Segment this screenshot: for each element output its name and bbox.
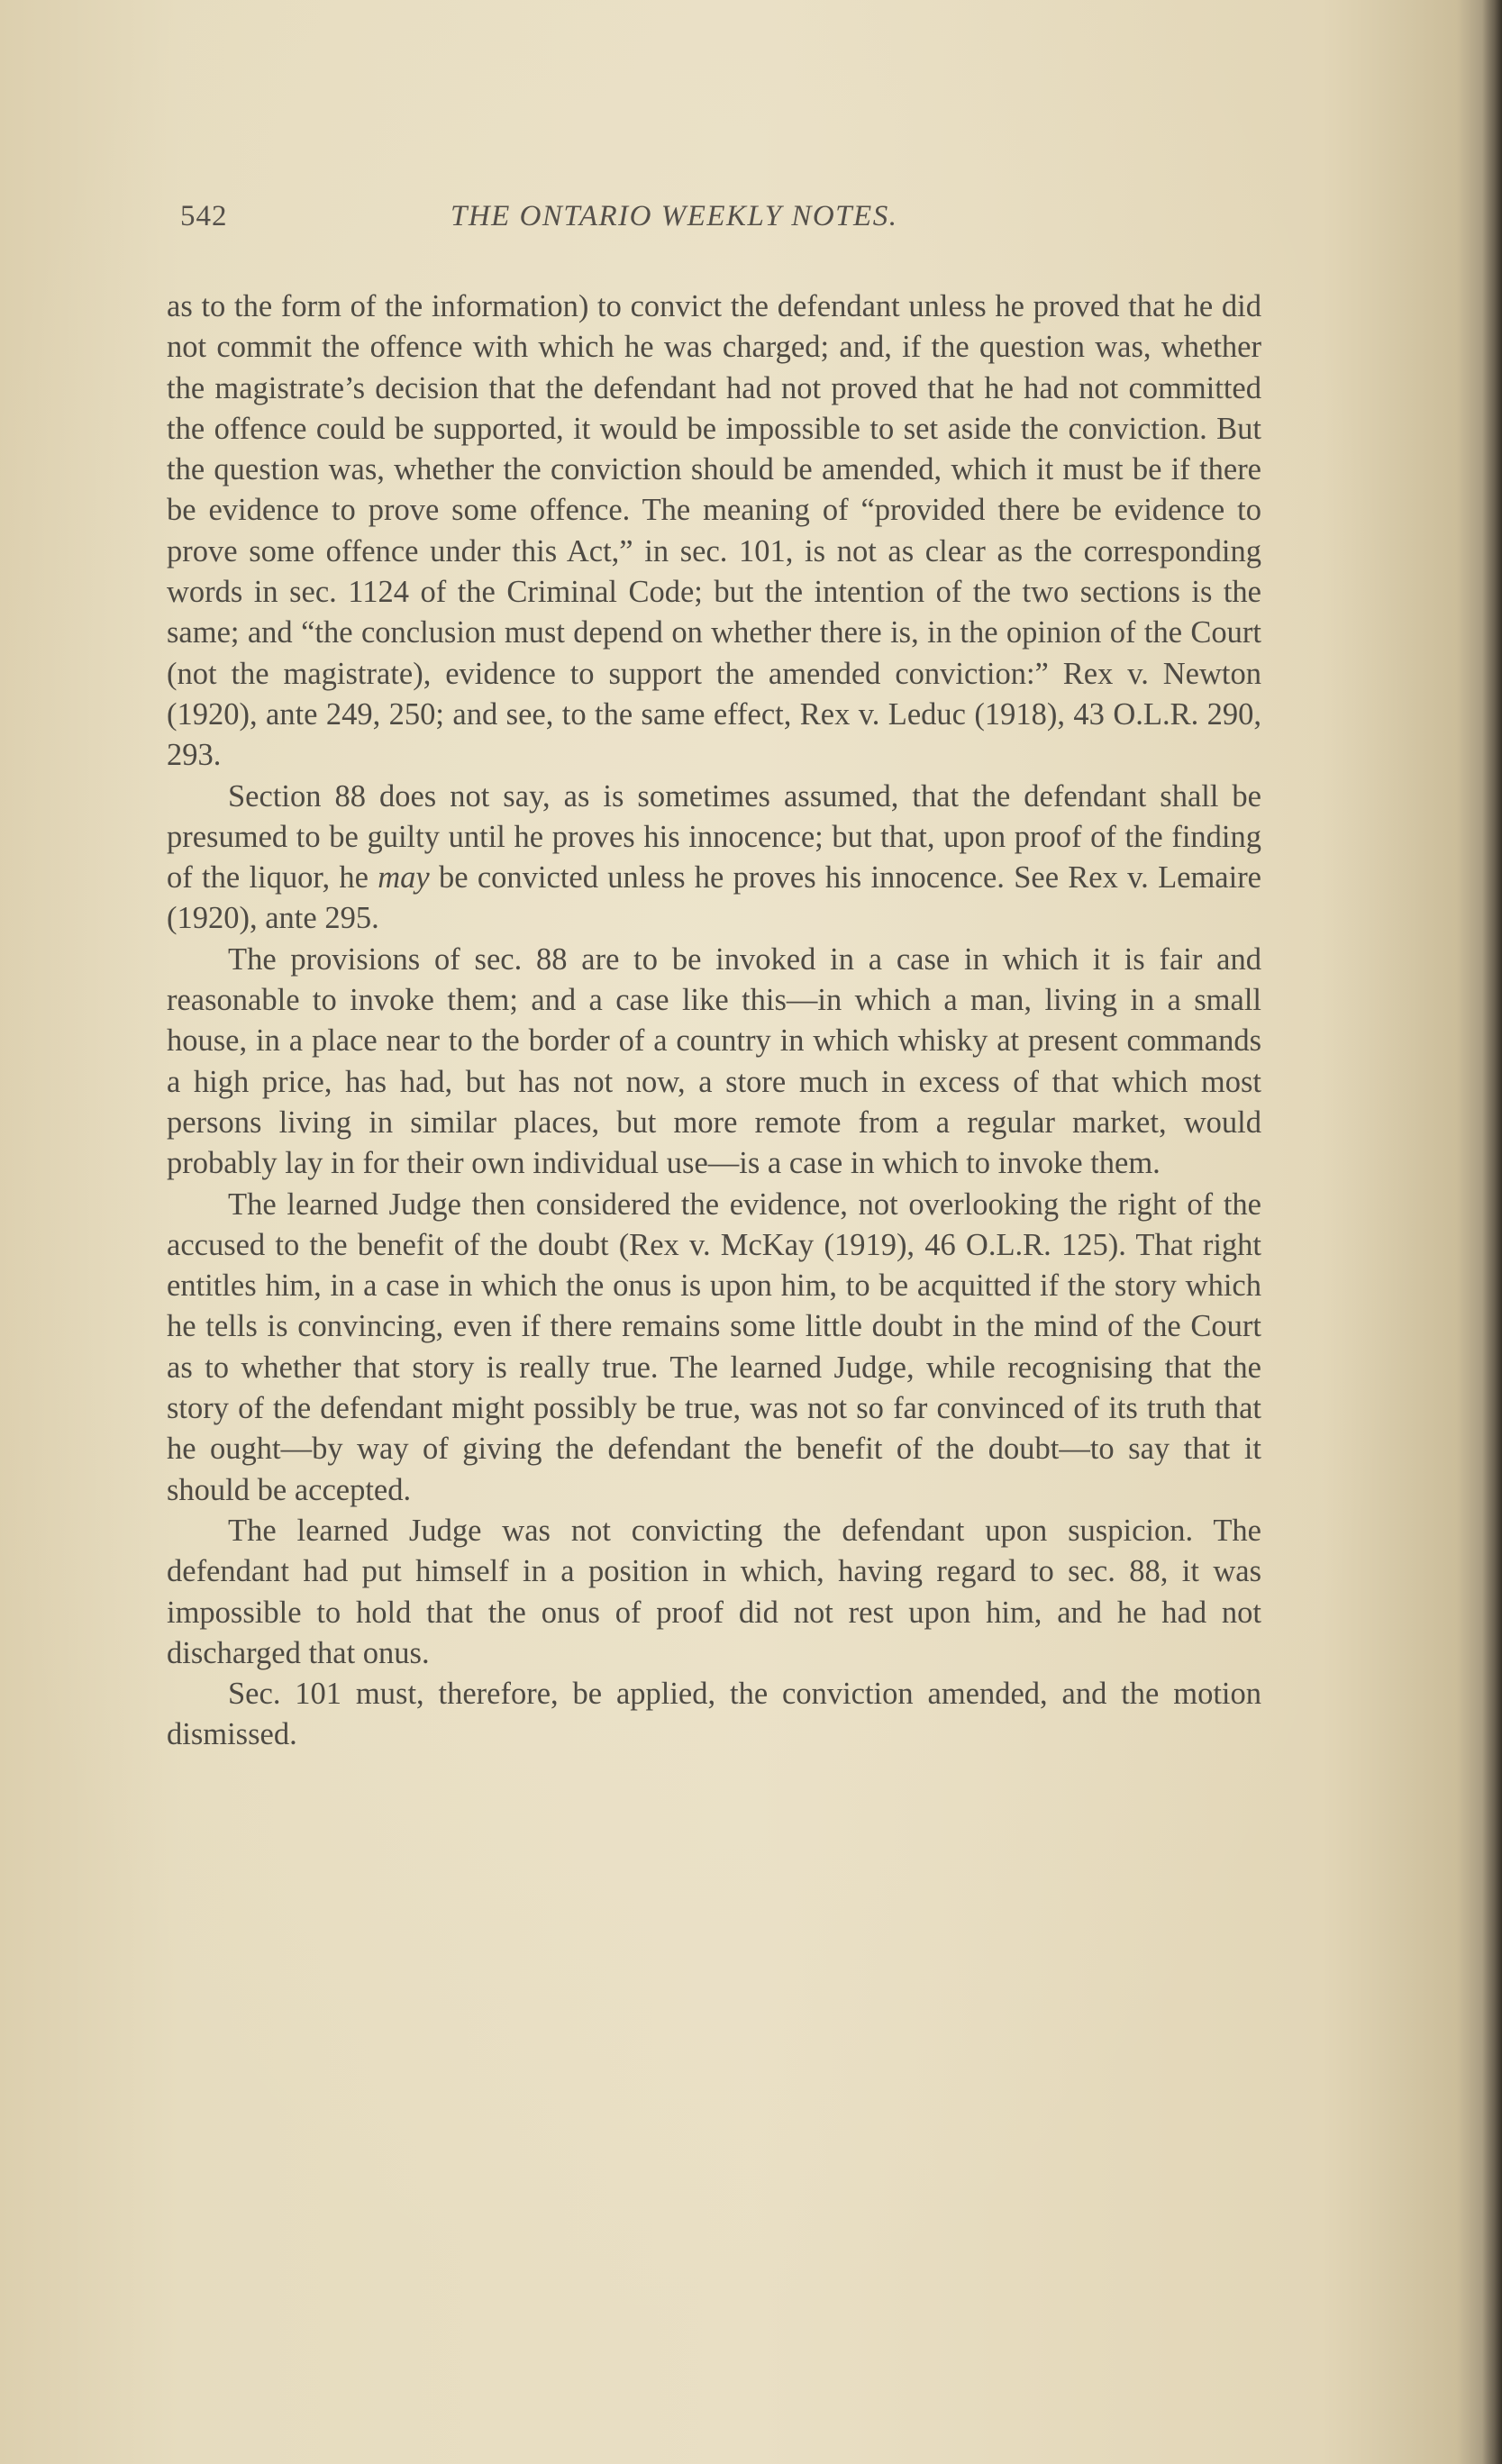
running-head bbox=[180, 200, 1279, 245]
binding-shadow bbox=[1482, 0, 1502, 2464]
paragraph-suspicion: The learned Judge was not convicting the defendant upon suspicion. The defendant had put himself in a position in which, having regard to sec. 88, it was impossible to hold that the onus of proof did not rest upon him, and he had not discharged that onus. bbox=[167, 1513, 1261, 1670]
paragraph-evidence: The learned Judge then considered the evidence, not overlooking the right of the accused to the benefit of the doubt (Rex v. McKay (1919), 46 O.L.R. 125). That right entitles him, in a case in which the onus is upon him, to be acquitted if the story which he tells is convincing, even if there remains some little doubt in the mind of the Court as to whether that story is really true. The learned Judge, while recognising that the story of the defendant might possibly be true, was not so far convinced of its truth that he ought—by way of giving the defendant the benefit of the doubt—to say that it should be accepted. bbox=[167, 1187, 1261, 1507]
paragraph-provisions: The provisions of sec. 88 are to be invoked in a case in which it is fair and reasonable to invoke them; and a case like this—in which a man, living in a small house, in a place near to the border of a country in which whisky at present commands a high price, has had, but has not now, a store much in excess of that which most persons living in similar places, but more remote from a regular market, would probably lay in for their own individual use—is a case in which to invoke them. bbox=[167, 941, 1261, 1181]
paragraph-continuation: as to the form of the information) to convict the defendant unless he proved that he did not commit the offence with which he was charged; and, if the question was, whether the magistrate’s decision that the defendant had not proved that he had not committed the offence could be supported, it would be impossible to set aside the conviction. But the question was, whether the conviction should be amended, which it must be if there be evidence to prove some offence. The meaning of “provided there be evidence to prove some offence under this Act,” in sec. 101, is not as clear as the corresponding words in sec. 1124 of the Criminal Code; but the intention of the two sections is the same; and “the conclusion must depend on whether there is, in the opinion of the Court (not the magistrate), evidence to support the amended conviction:” Rex v. Newton (1920), ante 249, 250; and see, to the same effect, Rex v. Leduc (1918), 43 O.L.R. 290, 293. bbox=[167, 289, 1261, 773]
paragraph-conclusion: Sec. 101 must, therefore, be applied, the conviction amended, and the motion dismissed. bbox=[167, 1677, 1261, 1752]
emphasis-may: may bbox=[378, 860, 430, 896]
page-number: 542 bbox=[180, 200, 228, 232]
paragraph-section-88 bbox=[167, 777, 1261, 940]
journal-title: THE ONTARIO WEEKLY NOTES. bbox=[451, 200, 898, 232]
paragraph-text: Section 88 does not say, as is sometimes assumed, that the defendant shall be presumed to be guilty until he proves his innocence; but that, upon proof of the finding of the liquor, he bbox=[167, 778, 1261, 896]
paragraph-text: be convicted unless he proves his innocence. See Rex v. Lemaire (1920), ante 295. bbox=[167, 860, 1261, 936]
body-text bbox=[167, 286, 1261, 1756]
